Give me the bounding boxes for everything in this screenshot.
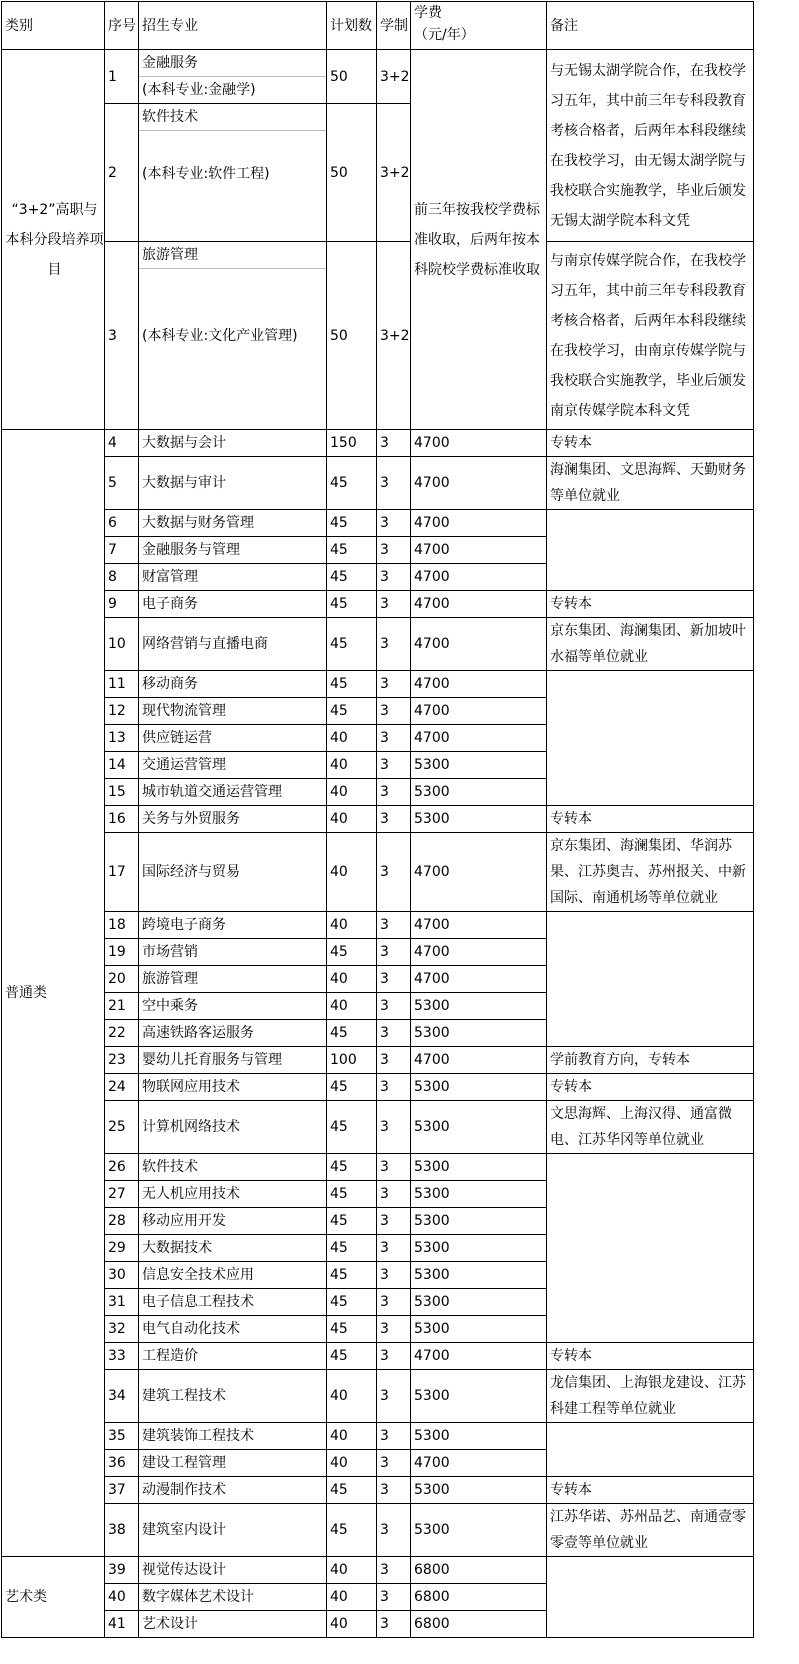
row-plan: 45 (327, 591, 377, 618)
header-no: 序号 (105, 2, 139, 50)
table-row (2, 457, 754, 510)
row-no: 16 (105, 806, 139, 833)
row-note (547, 1423, 754, 1477)
row-fee: 4700 (411, 725, 547, 752)
row-years: 3 (377, 1047, 411, 1074)
row-plan: 40 (327, 1450, 377, 1477)
row-fee: 6800 (411, 1584, 547, 1611)
row-plan: 40 (327, 993, 377, 1020)
major-name: 软件技术 (139, 104, 326, 131)
row-no: 6 (105, 510, 139, 537)
row-major: 国际经济与贸易 (139, 833, 327, 912)
row-fee: 4700 (411, 698, 547, 725)
row-note: 文思海辉、上海汉得、通富微电、江苏华冈等单位就业 (547, 1101, 754, 1154)
row-major: 工程造价 (139, 1343, 327, 1370)
row-plan: 45 (327, 1154, 377, 1181)
row-major: 视觉传达设计 (139, 1557, 327, 1584)
row-major: 建设工程管理 (139, 1450, 327, 1477)
row-plan: 40 (327, 1557, 377, 1584)
row-fee: 4700 (411, 618, 547, 671)
row-major (139, 50, 327, 104)
row-plan: 45 (327, 1181, 377, 1208)
table-row (2, 1154, 754, 1181)
row-major: 移动应用开发 (139, 1208, 327, 1235)
table-row (2, 242, 754, 430)
row-plan: 40 (327, 833, 377, 912)
row-major: 大数据与审计 (139, 457, 327, 510)
row-fee: 5300 (411, 1235, 547, 1262)
table-row (2, 1477, 754, 1504)
row-no: 37 (105, 1477, 139, 1504)
major-name: 旅游管理 (139, 242, 326, 269)
row-no: 24 (105, 1074, 139, 1101)
row-years: 3 (377, 1557, 411, 1584)
row-years: 3 (377, 833, 411, 912)
row-years: 3 (377, 1450, 411, 1477)
row-major: 无人机应用技术 (139, 1181, 327, 1208)
row-no: 12 (105, 698, 139, 725)
row-fee: 4700 (411, 457, 547, 510)
table-row (2, 833, 754, 912)
row-years: 3 (377, 1504, 411, 1557)
row-plan: 40 (327, 912, 377, 939)
row-no: 20 (105, 966, 139, 993)
row-fee: 5300 (411, 1370, 547, 1423)
major-sub: (本科专业:文化产业管理) (142, 328, 298, 344)
row-plan: 45 (327, 618, 377, 671)
row-note: 专转本 (547, 1074, 754, 1101)
header-category: 类别 (2, 2, 105, 50)
row-plan: 45 (327, 457, 377, 510)
row-major: 高速铁路客运服务 (139, 1020, 327, 1047)
row-major: 大数据技术 (139, 1235, 327, 1262)
row-years: 3 (377, 1208, 411, 1235)
row-plan: 45 (327, 1235, 377, 1262)
row-fee: 5300 (411, 1289, 547, 1316)
row-note: 龙信集团、上海银龙建设、江苏科建工程等单位就业 (547, 1370, 754, 1423)
row-fee: 4700 (411, 966, 547, 993)
row-no: 33 (105, 1343, 139, 1370)
row-plan: 45 (327, 537, 377, 564)
table-row (2, 618, 754, 671)
row-major: 移动商务 (139, 671, 327, 698)
row-major: 供应链运营 (139, 725, 327, 752)
row-fee: 4700 (411, 671, 547, 698)
row-no: 34 (105, 1370, 139, 1423)
row-fee: 6800 (411, 1611, 547, 1638)
row-no: 41 (105, 1611, 139, 1638)
row-plan: 40 (327, 1611, 377, 1638)
row-years: 3 (377, 1181, 411, 1208)
row-note (547, 1557, 754, 1638)
row-no: 22 (105, 1020, 139, 1047)
header-years: 学制 (377, 2, 411, 50)
table-row (2, 1343, 754, 1370)
row-fee: 5300 (411, 1074, 547, 1101)
row-no: 8 (105, 564, 139, 591)
row-plan: 40 (327, 1584, 377, 1611)
row-fee: 5300 (411, 1154, 547, 1181)
row-major: 旅游管理 (139, 966, 327, 993)
row-note: 专转本 (547, 591, 754, 618)
row-years: 3 (377, 1101, 411, 1154)
row-no: 4 (105, 430, 139, 457)
row-years: 3 (377, 779, 411, 806)
row-years: 3 (377, 1611, 411, 1638)
row-plan: 150 (327, 430, 377, 457)
row-major: 现代物流管理 (139, 698, 327, 725)
header-plan: 计划数 (327, 2, 377, 50)
row-no: 31 (105, 1289, 139, 1316)
row-no: 13 (105, 725, 139, 752)
row-plan: 40 (327, 779, 377, 806)
header-major: 招生专业 (139, 2, 327, 50)
table-row (2, 1074, 754, 1101)
row-fee: 5300 (411, 779, 547, 806)
row-note (547, 912, 754, 1047)
category-normal: 普通类 (2, 430, 105, 1557)
table-row (2, 1370, 754, 1423)
row-plan: 45 (327, 1477, 377, 1504)
row-fee: 5300 (411, 806, 547, 833)
table-row (2, 591, 754, 618)
row-plan: 50 (327, 104, 377, 242)
row-no: 11 (105, 671, 139, 698)
table-row (2, 912, 754, 939)
row-fee: 5300 (411, 1423, 547, 1450)
row-note: 学前教育方向，专转本 (547, 1047, 754, 1074)
table-row (2, 430, 754, 457)
row-note: 江苏华诺、苏州品艺、南通壹零零壹等单位就业 (547, 1504, 754, 1557)
row-major: 电子商务 (139, 591, 327, 618)
row-years: 3 (377, 1074, 411, 1101)
row-years: 3 (377, 1370, 411, 1423)
category-3plus2: “3+2”高职与本科分段培养项目 (2, 50, 105, 430)
row-major: 动漫制作技术 (139, 1477, 327, 1504)
row-years: 3 (377, 1020, 411, 1047)
row-no: 17 (105, 833, 139, 912)
row-no: 10 (105, 618, 139, 671)
category-art: 艺术类 (2, 1557, 105, 1638)
row-no: 29 (105, 1235, 139, 1262)
row-years: 3 (377, 1154, 411, 1181)
row-fee: 4700 (411, 591, 547, 618)
table-row (2, 806, 754, 833)
row-no: 9 (105, 591, 139, 618)
row-years: 3+2 (377, 50, 411, 104)
row-note: 海澜集团、文思海辉、天勤财务等单位就业 (547, 457, 754, 510)
row-note: 专转本 (547, 1343, 754, 1370)
row-major: 建筑室内设计 (139, 1504, 327, 1557)
row-fee: 4700 (411, 510, 547, 537)
row-plan: 45 (327, 1262, 377, 1289)
row-note: 专转本 (547, 1477, 754, 1504)
row-no: 35 (105, 1423, 139, 1450)
header-note: 备注 (547, 2, 754, 50)
row-plan: 100 (327, 1047, 377, 1074)
row-major: 大数据与会计 (139, 430, 327, 457)
row-fee: 5300 (411, 1020, 547, 1047)
row-note: 专转本 (547, 806, 754, 833)
table-row (2, 1557, 754, 1584)
row-fee: 5300 (411, 1181, 547, 1208)
row-years: 3 (377, 725, 411, 752)
row-plan: 45 (327, 1020, 377, 1047)
row-plan: 45 (327, 510, 377, 537)
row-no: 1 (105, 50, 139, 104)
row-plan: 45 (327, 1316, 377, 1343)
row-fee: 4700 (411, 430, 547, 457)
row-major (139, 242, 327, 430)
row-plan: 45 (327, 1208, 377, 1235)
row-major: 建筑工程技术 (139, 1370, 327, 1423)
row-years: 3 (377, 1343, 411, 1370)
row-major: 金融服务与管理 (139, 537, 327, 564)
row-fee: 5300 (411, 1208, 547, 1235)
row-plan: 40 (327, 966, 377, 993)
header-fee-line1: 学费 (414, 5, 442, 21)
row-years: 3 (377, 912, 411, 939)
row-no: 21 (105, 993, 139, 1020)
row-note (547, 671, 754, 806)
row-note (547, 1154, 754, 1343)
row-plan: 40 (327, 1370, 377, 1423)
table-row (2, 50, 754, 104)
row-major: 数字媒体艺术设计 (139, 1584, 327, 1611)
row-no: 26 (105, 1154, 139, 1181)
row-no: 40 (105, 1584, 139, 1611)
row-years: 3 (377, 752, 411, 779)
table-row (2, 1101, 754, 1154)
row-major: 软件技术 (139, 1154, 327, 1181)
row-no: 32 (105, 1316, 139, 1343)
row-years: 3 (377, 457, 411, 510)
row-fee: 5300 (411, 1262, 547, 1289)
row-no: 18 (105, 912, 139, 939)
row-no: 3 (105, 242, 139, 430)
row-fee: 4700 (411, 564, 547, 591)
row-no: 7 (105, 537, 139, 564)
row-major: 电气自动化技术 (139, 1316, 327, 1343)
row-fee: 5300 (411, 1101, 547, 1154)
row-plan: 45 (327, 671, 377, 698)
row-fee: 5300 (411, 1316, 547, 1343)
table-row (2, 671, 754, 698)
major-sub: (本科专业:金融学) (142, 82, 256, 98)
row-fee: 5300 (411, 993, 547, 1020)
row-note: 专转本 (547, 430, 754, 457)
row-plan: 50 (327, 50, 377, 104)
row-major: 城市轨道交通运营管理 (139, 779, 327, 806)
row-note: 京东集团、海澜集团、华润苏果、江苏奥吉、苏州报关、中新国际、南通机场等单位就业 (547, 833, 754, 912)
table-row (2, 1423, 754, 1450)
enrollment-plan-table (1, 1, 754, 1638)
row-years: 3 (377, 671, 411, 698)
header-row (2, 2, 754, 50)
row-no: 25 (105, 1101, 139, 1154)
row-no: 38 (105, 1504, 139, 1557)
row-plan: 40 (327, 725, 377, 752)
row-major: 网络营销与直播电商 (139, 618, 327, 671)
row-major: 财富管理 (139, 564, 327, 591)
row-years: 3 (377, 537, 411, 564)
row-no: 19 (105, 939, 139, 966)
row-fee: 4700 (411, 833, 547, 912)
row-years: 3 (377, 1262, 411, 1289)
row-major: 建筑装饰工程技术 (139, 1423, 327, 1450)
row-major: 物联网应用技术 (139, 1074, 327, 1101)
row-plan: 45 (327, 1343, 377, 1370)
row-fee: 4700 (411, 537, 547, 564)
row-major: 艺术设计 (139, 1611, 327, 1638)
row-years: 3 (377, 1316, 411, 1343)
row-years: 3 (377, 430, 411, 457)
row-years: 3 (377, 1477, 411, 1504)
row-fee: 5300 (411, 1504, 547, 1557)
row-major: 市场营销 (139, 939, 327, 966)
row-major: 跨境电子商务 (139, 912, 327, 939)
header-fee (411, 2, 547, 50)
note-nanjing: 与南京传媒学院合作，在我校学习五年，其中前三年专科段教育考核合格者，后两年本科段继续在我校学习，由南京传媒学院与我校联合实施教学，毕业后颁发南京传媒学院本科文凭 (547, 242, 754, 430)
row-fee: 4700 (411, 1450, 547, 1477)
row-years: 3 (377, 1584, 411, 1611)
row-plan: 45 (327, 564, 377, 591)
row-fee: 4700 (411, 1047, 547, 1074)
row-note: 京东集团、海澜集团、新加坡叶水福等单位就业 (547, 618, 754, 671)
row-major: 大数据与财务管理 (139, 510, 327, 537)
row-plan: 50 (327, 242, 377, 430)
row-no: 28 (105, 1208, 139, 1235)
row-years: 3 (377, 510, 411, 537)
row-plan: 40 (327, 752, 377, 779)
row-years: 3 (377, 618, 411, 671)
row-no: 23 (105, 1047, 139, 1074)
row-no: 5 (105, 457, 139, 510)
major-name: 金融服务 (139, 50, 326, 77)
row-years: 3 (377, 939, 411, 966)
row-major: 计算机网络技术 (139, 1101, 327, 1154)
row-no: 36 (105, 1450, 139, 1477)
row-years: 3 (377, 698, 411, 725)
row-no: 30 (105, 1262, 139, 1289)
row-major: 关务与外贸服务 (139, 806, 327, 833)
row-years: 3+2 (377, 242, 411, 430)
row-no: 15 (105, 779, 139, 806)
table-row (2, 1504, 754, 1557)
table-row (2, 1047, 754, 1074)
row-years: 3 (377, 1423, 411, 1450)
row-major: 信息安全技术应用 (139, 1262, 327, 1289)
row-major (139, 104, 327, 242)
row-no: 2 (105, 104, 139, 242)
row-plan: 45 (327, 1101, 377, 1154)
row-plan: 45 (327, 1504, 377, 1557)
row-no: 14 (105, 752, 139, 779)
row-fee: 5300 (411, 1477, 547, 1504)
row-plan: 45 (327, 1074, 377, 1101)
row-major: 电子信息工程技术 (139, 1289, 327, 1316)
header-fee-line2: （元/年） (414, 27, 475, 43)
row-fee: 4700 (411, 939, 547, 966)
row-plan: 40 (327, 806, 377, 833)
row-fee: 5300 (411, 752, 547, 779)
table-row (2, 510, 754, 537)
row-years: 3 (377, 564, 411, 591)
row-years: 3 (377, 966, 411, 993)
row-years: 3 (377, 591, 411, 618)
row-years: 3 (377, 1289, 411, 1316)
row-major: 交通运营管理 (139, 752, 327, 779)
row-years: 3 (377, 993, 411, 1020)
row-fee: 6800 (411, 1557, 547, 1584)
row-plan: 40 (327, 1423, 377, 1450)
row-no: 27 (105, 1181, 139, 1208)
row-years: 3 (377, 1235, 411, 1262)
note-wuxi: 与无锡太湖学院合作，在我校学习五年，其中前三年专科段教育考核合格者，后两年本科段继续在我校学习，由无锡太湖学院与我校联合实施教学，毕业后颁发无锡太湖学院本科文凭 (547, 50, 754, 242)
fee-3plus2: 前三年按我校学费标准收取，后两年按本科院校学费标准收取 (411, 50, 547, 430)
row-note (547, 510, 754, 591)
major-sub: (本科专业:软件工程) (142, 166, 270, 182)
row-years: 3+2 (377, 104, 411, 242)
row-years: 3 (377, 806, 411, 833)
row-fee: 4700 (411, 912, 547, 939)
row-plan: 45 (327, 1289, 377, 1316)
row-major: 婴幼儿托育服务与管理 (139, 1047, 327, 1074)
row-major: 空中乘务 (139, 993, 327, 1020)
row-no: 39 (105, 1557, 139, 1584)
row-plan: 45 (327, 698, 377, 725)
row-plan: 45 (327, 939, 377, 966)
row-fee: 4700 (411, 1343, 547, 1370)
